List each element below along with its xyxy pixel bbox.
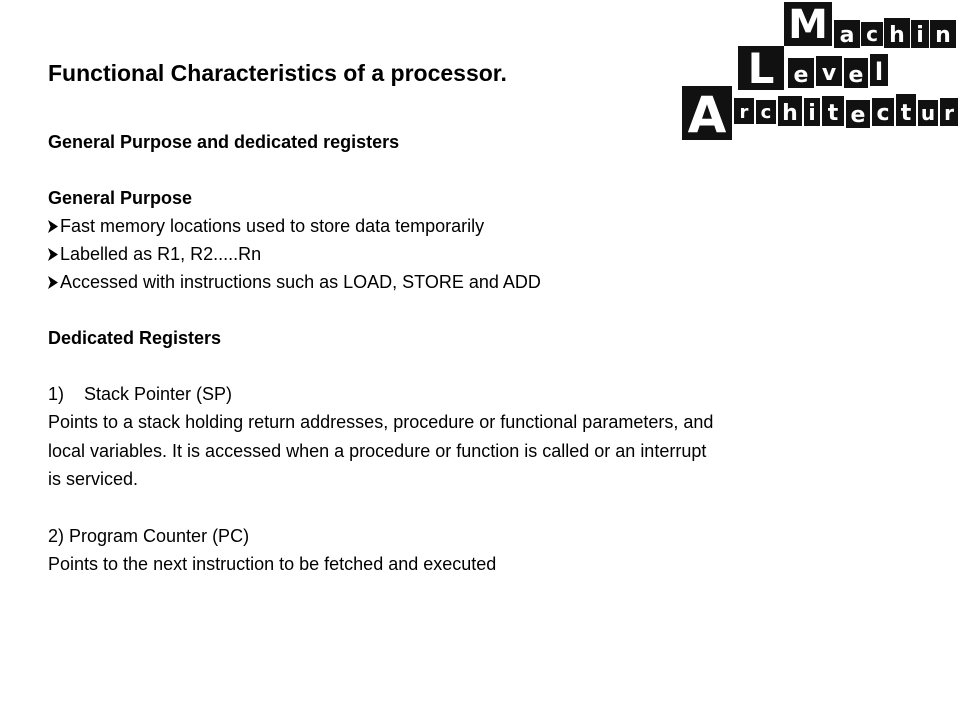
list-number: 1) [48, 384, 65, 404]
program-counter-description: Points to the next instruction to be fetched and executed [48, 553, 497, 574]
logo-line-machine [784, 2, 956, 48]
svg-text:r: r [944, 101, 954, 125]
section-heading: General Purpose and dedicated registers [48, 132, 400, 152]
bullet-text: Fast memory locations used to store data temporarily [60, 216, 485, 236]
spacer [48, 352, 868, 380]
general-purpose-heading: General Purpose [48, 188, 193, 208]
svg-text:e: e [850, 103, 866, 128]
bullet-item [48, 268, 868, 296]
svg-text:r: r [739, 102, 749, 123]
svg-text:e: e [848, 63, 864, 88]
bullet-text: Labelled as R1, R2.....Rn [60, 244, 262, 264]
arrow-bullet-icon [48, 276, 58, 289]
svg-text:t: t [900, 101, 912, 126]
svg-text:c: c [876, 101, 890, 126]
svg-text:h: h [782, 101, 798, 126]
svg-text:l: l [874, 58, 884, 86]
program-counter-label: 2) Program Counter (PC) [48, 525, 250, 546]
dedicated-registers-heading: Dedicated Registers [48, 328, 222, 348]
svg-text:a: a [839, 23, 855, 48]
svg-text:v: v [821, 61, 837, 86]
stack-pointer-label: Stack Pointer (SP) [84, 384, 233, 404]
svg-text:A: A [687, 86, 727, 144]
stack-pointer-description [48, 408, 868, 494]
arrow-bullet-icon [48, 220, 58, 233]
arrow-bullet-icon [48, 248, 58, 261]
logo-line-level [738, 44, 888, 93]
svg-text:c: c [760, 102, 772, 123]
description-line: local variables. It is accessed when a procedure or function is called or an interrupt [48, 440, 707, 461]
svg-text:u: u [920, 101, 936, 125]
slide-content [48, 128, 868, 578]
svg-text:t: t [827, 101, 839, 126]
slide-title: Functional Characteristics of a processor. [48, 60, 507, 86]
bullet-text: Accessed with instructions such as LOAD, STORE and ADD [60, 272, 541, 292]
svg-text:h: h [889, 23, 905, 48]
description-line: Points to a stack holding return addresses, procedure or functional parameters, and [48, 412, 714, 432]
spacer [48, 296, 868, 324]
svg-text:i: i [808, 101, 816, 126]
spacer [48, 494, 868, 522]
svg-text:e: e [793, 63, 809, 88]
description-line: is serviced. [48, 469, 139, 489]
spacer [48, 156, 868, 184]
bullet-item [48, 240, 868, 268]
bullet-item [48, 212, 868, 240]
svg-text:L: L [747, 44, 775, 93]
svg-text:c: c [866, 22, 878, 46]
stack-pointer-item [48, 380, 868, 408]
svg-text:M: M [788, 2, 828, 48]
svg-text:i: i [916, 23, 924, 48]
svg-text:n: n [935, 23, 951, 48]
